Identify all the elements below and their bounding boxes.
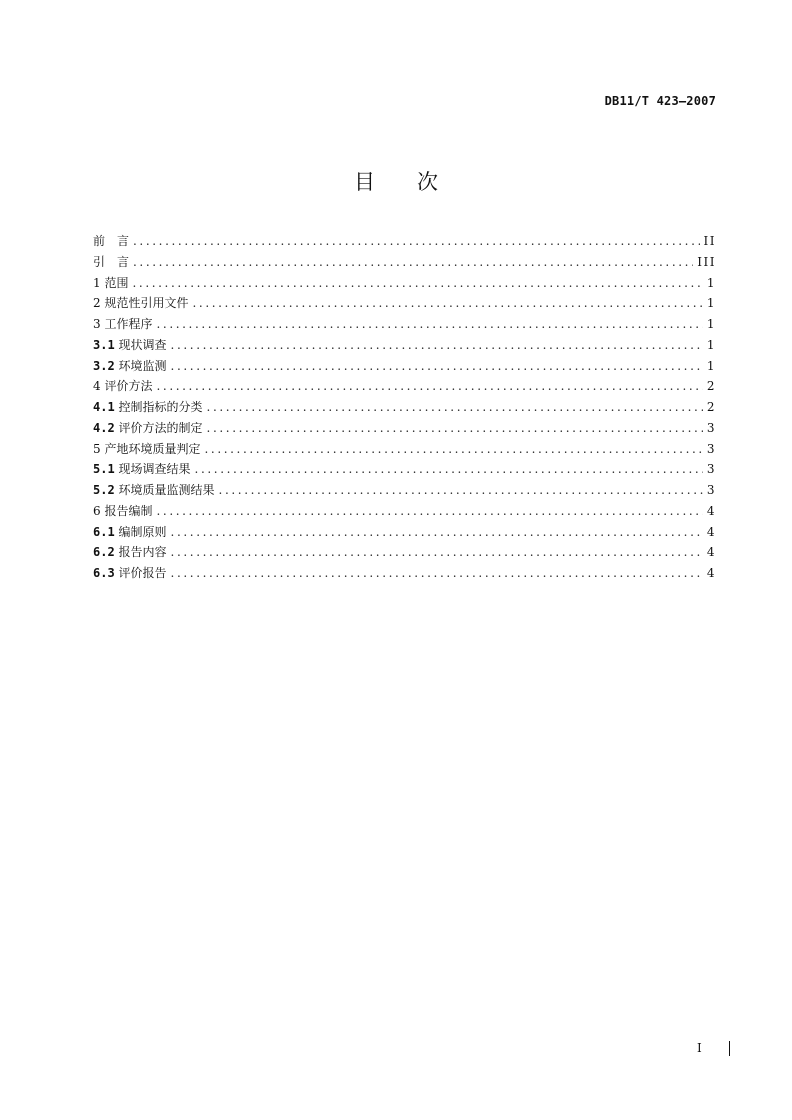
toc-entry-label	[93, 459, 191, 480]
toc-entry-label	[93, 439, 200, 460]
toc-entry-label	[93, 376, 152, 397]
toc-entry[interactable]	[93, 542, 716, 563]
toc-entry-text: 现状调查	[118, 337, 167, 352]
toc-entry[interactable]	[93, 231, 716, 252]
toc-entry-number: 6.3	[93, 566, 115, 580]
toc-leader-dots	[132, 273, 702, 294]
toc-entry[interactable]	[93, 439, 716, 460]
toc-entry[interactable]	[93, 501, 716, 522]
toc-entry[interactable]	[93, 563, 716, 584]
toc-entry-page: 3	[706, 483, 716, 497]
toc-entry-label	[93, 231, 129, 252]
toc-entry-text: 评价报告	[118, 566, 167, 580]
toc-leader-dots	[156, 501, 702, 522]
toc-entry-number: 4	[93, 379, 101, 394]
toc-entry-number: 6.2	[93, 545, 115, 560]
toc-leader-dots	[171, 563, 703, 584]
toc-entry-text: 报告内容	[118, 545, 167, 560]
toc-entry[interactable]	[93, 252, 716, 273]
toc-leader-dots	[171, 542, 703, 563]
toc-entry-label	[93, 252, 129, 273]
toc-leader-dots	[207, 397, 703, 418]
toc-entry-text: 产地环境质量判定	[104, 441, 201, 456]
margin-rule	[729, 1041, 730, 1056]
toc-entry-label	[93, 293, 188, 314]
toc-entry-text: 环境质量监测结果	[118, 483, 215, 497]
toc-entry[interactable]	[93, 356, 716, 377]
toc-entry[interactable]	[93, 459, 716, 480]
toc-entry-page: 3	[706, 441, 716, 456]
toc-entry-label	[93, 356, 167, 377]
toc-entry[interactable]	[93, 522, 716, 543]
toc-entry[interactable]	[93, 397, 716, 418]
standard-code: DB11/T 423—2007	[604, 94, 716, 108]
toc-entry-text: 工作程序	[104, 317, 153, 331]
toc-leader-dots	[156, 376, 702, 397]
toc-entry-page: 4	[706, 503, 716, 518]
toc-entry-number: 5	[93, 441, 101, 456]
toc-leader-dots	[156, 314, 702, 335]
toc-entry-number: 3.1	[93, 337, 115, 352]
toc-entry[interactable]	[93, 335, 716, 356]
toc-entry-page: 4	[706, 524, 716, 539]
toc-entry-label	[93, 563, 167, 584]
toc-entry[interactable]	[93, 273, 716, 294]
toc-entry-page: II	[703, 234, 716, 248]
toc-entry-label	[93, 273, 128, 294]
toc-entry-text: 规范性引用文件	[104, 296, 189, 311]
toc-entry-page: 1	[706, 275, 716, 290]
toc-leader-dots	[133, 252, 693, 273]
toc-entry-text: 环境监测	[118, 358, 167, 373]
toc-entry-page: 2	[706, 400, 716, 414]
toc-leader-dots	[192, 293, 702, 314]
toc-entry-label	[93, 501, 152, 522]
toc-entry-text: 控制指标的分类	[118, 400, 203, 414]
toc-entry-page: 3	[706, 462, 716, 477]
toc-leader-dots	[171, 356, 703, 377]
toc-entry-text: 范围	[104, 275, 129, 290]
toc-entry-page: 4	[706, 566, 716, 580]
toc-entry[interactable]	[93, 418, 716, 439]
toc-entry-text: 前 言	[93, 234, 130, 248]
page-number: I	[697, 1041, 702, 1055]
toc-entry-number: 3.2	[93, 358, 115, 373]
page-title: 目次	[354, 170, 480, 194]
toc-entry-number: 6	[93, 503, 101, 518]
toc-entry-text: 评价方法的制定	[118, 420, 203, 435]
toc-entry-number: 3	[93, 317, 101, 331]
toc-entry-page: 2	[706, 379, 716, 394]
toc-entry[interactable]	[93, 314, 716, 335]
toc-entry-label	[93, 397, 203, 418]
toc-leader-dots	[204, 439, 702, 460]
toc-entry-number: 5.1	[93, 462, 115, 477]
toc-entry-text: 引 言	[93, 254, 130, 269]
toc-leader-dots	[195, 459, 703, 480]
toc-entry-label	[93, 335, 167, 356]
toc-entry-label	[93, 480, 215, 501]
toc-entry-page: III	[697, 254, 716, 269]
toc-entry-text: 评价方法	[104, 379, 153, 394]
toc-entry-number: 4.2	[93, 420, 115, 435]
toc-leader-dots	[133, 231, 700, 252]
toc-entry-number: 6.1	[93, 524, 115, 539]
toc-entry-number: 4.1	[93, 400, 115, 414]
toc-entry[interactable]	[93, 376, 716, 397]
toc-entry-text: 现场调查结果	[118, 462, 191, 477]
toc-entry-label	[93, 542, 167, 563]
toc-entry-page: 1	[706, 296, 716, 311]
toc-entry-number: 5.2	[93, 483, 115, 497]
toc-entry-number: 2	[93, 296, 101, 311]
toc-leader-dots	[207, 418, 703, 439]
toc-entry-text: 报告编制	[104, 503, 153, 518]
toc-entry-page: 1	[706, 358, 716, 373]
toc-entry-label	[93, 418, 203, 439]
toc-entry-text: 编制原则	[118, 524, 167, 539]
toc-leader-dots	[171, 522, 703, 543]
toc-leader-dots	[219, 480, 703, 501]
table-of-contents	[93, 231, 716, 584]
toc-entry-page: 3	[706, 420, 716, 435]
toc-entry-number: 1	[93, 275, 101, 290]
toc-entry-label	[93, 314, 152, 335]
toc-entry-page: 4	[706, 545, 716, 560]
toc-entry[interactable]	[93, 480, 716, 501]
toc-entry-page: 1	[706, 317, 716, 331]
toc-entry-page: 1	[706, 337, 716, 352]
toc-leader-dots	[171, 335, 703, 356]
toc-entry[interactable]	[93, 293, 716, 314]
toc-entry-label	[93, 522, 167, 543]
